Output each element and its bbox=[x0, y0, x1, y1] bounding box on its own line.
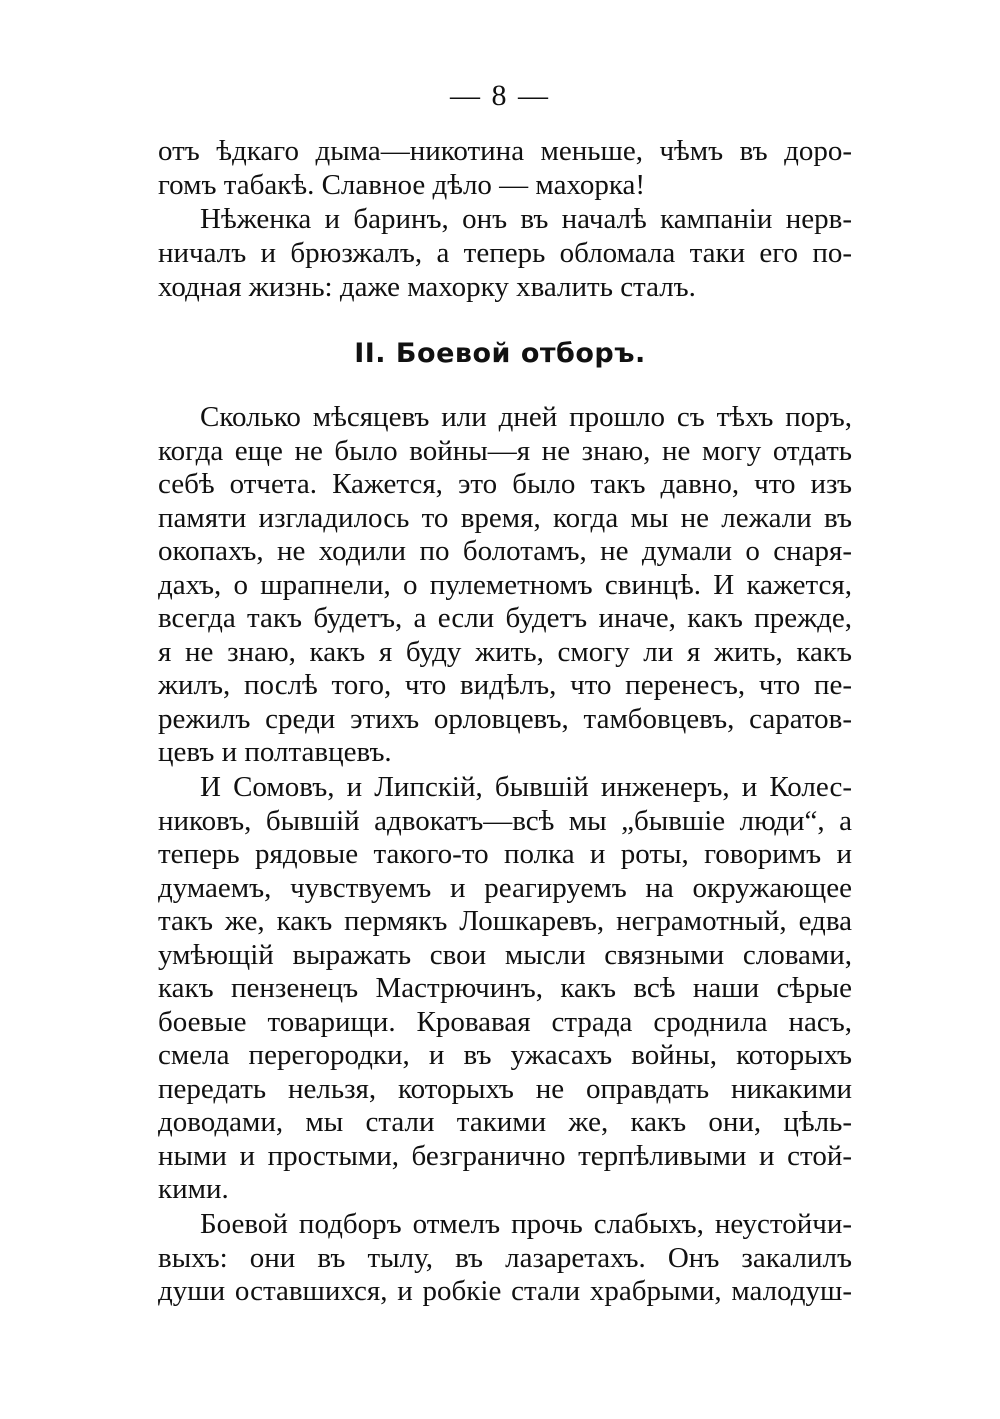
page-number: — 8 — bbox=[450, 79, 550, 112]
paragraph-3-line-9: жилъ, послѣ того, что видѣлъ, что перенесъ, что пе- bbox=[158, 669, 852, 701]
paragraph-3-line-5: окопахъ, не ходили по болотамъ, не думали о снаря- bbox=[158, 535, 852, 567]
paragraph-4-line-4: думаемъ, чувствуемъ и реагируемъ на окружающее bbox=[158, 872, 852, 904]
paragraph-4-line-8: боевые товарищи. Кровавая страда сроднила насъ, bbox=[158, 1006, 852, 1038]
paragraph-4-line-7: какъ пензенецъ Мастрючинъ, какъ всѣ наши сѣрые bbox=[158, 972, 852, 1004]
paragraph-3-line-8: я не знаю, какъ я буду жить, смогу ли я жить, какъ bbox=[158, 636, 852, 668]
paragraph-2-line-3: ходная жизнь: даже махорку хвалить сталъ. bbox=[158, 271, 696, 303]
paragraph-4-line-11: доводами, мы стали такими же, какъ они, цѣль- bbox=[158, 1106, 852, 1138]
paragraph-3-line-7: всегда такъ будетъ, а если будетъ иначе, какъ прежде, bbox=[158, 602, 852, 634]
paragraph-5-line-2: выхъ: они въ тылу, въ лазаретахъ. Онъ закалилъ bbox=[158, 1242, 852, 1274]
paragraph-3-line-11: цевъ и полтавцевъ. bbox=[158, 736, 392, 768]
paragraph-3-line-3: себѣ отчета. Кажется, это было такъ давно, что изъ bbox=[158, 468, 852, 500]
paragraph-4-line-3: теперь рядовые такого-то полка и роты, говоримъ и bbox=[158, 838, 852, 870]
paragraph-4-line-12: ными и простыми, безгранично терпѣливыми и стой- bbox=[158, 1140, 852, 1172]
paragraph-3-line-1: Сколько мѣсяцевъ или дней прошло съ тѣхъ поръ, bbox=[200, 401, 852, 433]
paragraph-3-line-4: памяти изгладилось то время, когда мы не лежали въ bbox=[158, 502, 852, 534]
paragraph-3-line-2: когда еще не было войны—я не знаю, не могу отдать bbox=[158, 435, 852, 467]
paragraph-2-line-1: Нѣженка и баринъ, онъ въ началѣ кампаніи нерв- bbox=[200, 203, 852, 235]
paragraph-4-line-2: никовъ, бывшій адвокатъ—всѣ мы „бывшіе люди“, а bbox=[158, 805, 852, 837]
paragraph-4-line-6: умѣющій выражать свои мысли связными словами, bbox=[158, 939, 852, 971]
paragraph-4-line-9: смела перегородки, и въ ужасахъ войны, которыхъ bbox=[158, 1039, 852, 1071]
paragraph-3-line-6: дахъ, о шрапнели, о пулеметномъ свинцѣ. И кажется, bbox=[158, 569, 852, 601]
paragraph-4-line-10: передать нельзя, которыхъ не оправдать никакими bbox=[158, 1073, 852, 1105]
paragraph-4-line-13: кими. bbox=[158, 1173, 229, 1205]
paragraph-2-line-2: ничалъ и брюзжалъ, а теперь обломала таки его по- bbox=[158, 237, 852, 269]
paragraph-1-line-1: отъ ѣдкаго дыма—никотина меньше, чѣмъ въ доро- bbox=[158, 135, 852, 167]
paragraph-4-line-1: И Сомовъ, и Липскій, бывшій инженеръ, и Колес- bbox=[200, 771, 852, 803]
section-heading: II. Боевой отборъ. bbox=[354, 338, 646, 369]
paragraph-3-line-10: режилъ среди этихъ орловцевъ, тамбовцевъ, саратов- bbox=[158, 703, 852, 735]
paragraph-1-line-2: гомъ табакѣ. Славное дѣло — махорка! bbox=[158, 169, 646, 201]
paragraph-4-line-5: такъ же, какъ пермякъ Лошкаревъ, неграмотный, едва bbox=[158, 905, 852, 937]
paragraph-5-line-3: души оставшихся, и робкіе стали храбрыми, малодуш- bbox=[158, 1275, 852, 1307]
paragraph-5-line-1: Боевой подборъ отмелъ прочь слабыхъ, неустойчи- bbox=[200, 1208, 852, 1240]
